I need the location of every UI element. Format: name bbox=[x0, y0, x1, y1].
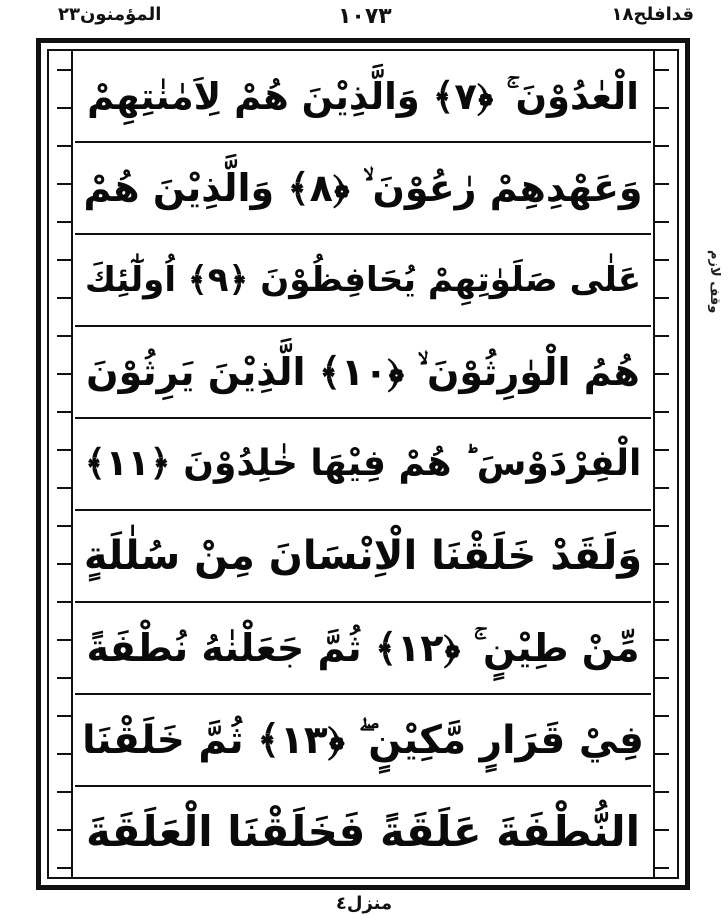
page-number: ١٠٧٣ bbox=[338, 4, 392, 29]
left-border-ornament bbox=[57, 51, 71, 877]
ayah-text: وَلَقَدْ خَلَقْنَا الْاِنْسَانَ مِنْ سُلٰلَةٍ bbox=[83, 533, 643, 579]
text-line-9 bbox=[75, 787, 651, 877]
ayah-text: هُمُ الْوٰرِثُوْنَ ۙ ﴿١٠﴾ الَّذِيْنَ يَرِثُوْنَ bbox=[86, 350, 640, 394]
text-line-7 bbox=[75, 603, 651, 695]
ayah-text: عَلٰى صَلَوٰتِهِمْ يُحَافِظُوْنَ ﴿٩﴾ اُولٰٓئِكَ bbox=[84, 260, 642, 300]
right-border-ornament bbox=[655, 51, 669, 877]
text-line-2 bbox=[75, 143, 651, 235]
text-line-8 bbox=[75, 695, 651, 787]
right-border-rule bbox=[653, 51, 655, 877]
ayah-text: النُّطْفَةَ عَلَقَةً فَخَلَقْنَا الْعَلَقَةَ bbox=[85, 807, 641, 856]
text-line-1 bbox=[75, 51, 651, 143]
ayah-text: الْعٰدُوْنَ ۚ ﴿٧﴾ وَالَّذِيْنَ هُمْ لِاَمٰنٰتِهِمْ bbox=[87, 74, 639, 118]
text-line-5 bbox=[75, 419, 651, 511]
ayah-text: فِيْ قَرَارٍ مَّكِيْنٍ ۖ ﴿١٣﴾ ثُمَّ خَلَقْنَا bbox=[82, 717, 644, 763]
margin-note: وقف لازم bbox=[707, 250, 722, 314]
text-line-4 bbox=[75, 327, 651, 419]
left-border-rule bbox=[71, 51, 73, 877]
text-line-6 bbox=[75, 511, 651, 603]
manzil-footer: منزل٤ bbox=[335, 893, 393, 914]
juz-name-header: قدافلح١٨ bbox=[611, 4, 694, 25]
page-border bbox=[36, 38, 690, 890]
ayah-text: مِّنْ طِيْنٍ ۚ ﴿١٢﴾ ثُمَّ جَعَلْنٰهُ نُطْفَةً bbox=[86, 626, 640, 670]
ayah-text: الْفِرْدَوْسَ ؕ هُمْ فِيْهَا خٰلِدُوْنَ ﴿١١﴾ bbox=[84, 443, 642, 484]
surah-name-header: المؤمنون٢٣ bbox=[58, 4, 162, 25]
text-line-3 bbox=[75, 235, 651, 327]
ayah-text: وَعَهْدِهِمْ رٰعُوْنَ ۙ ﴿٨﴾ وَالَّذِيْنَ هُمْ bbox=[83, 166, 643, 210]
text-frame bbox=[47, 49, 679, 879]
text-lines bbox=[75, 51, 651, 877]
